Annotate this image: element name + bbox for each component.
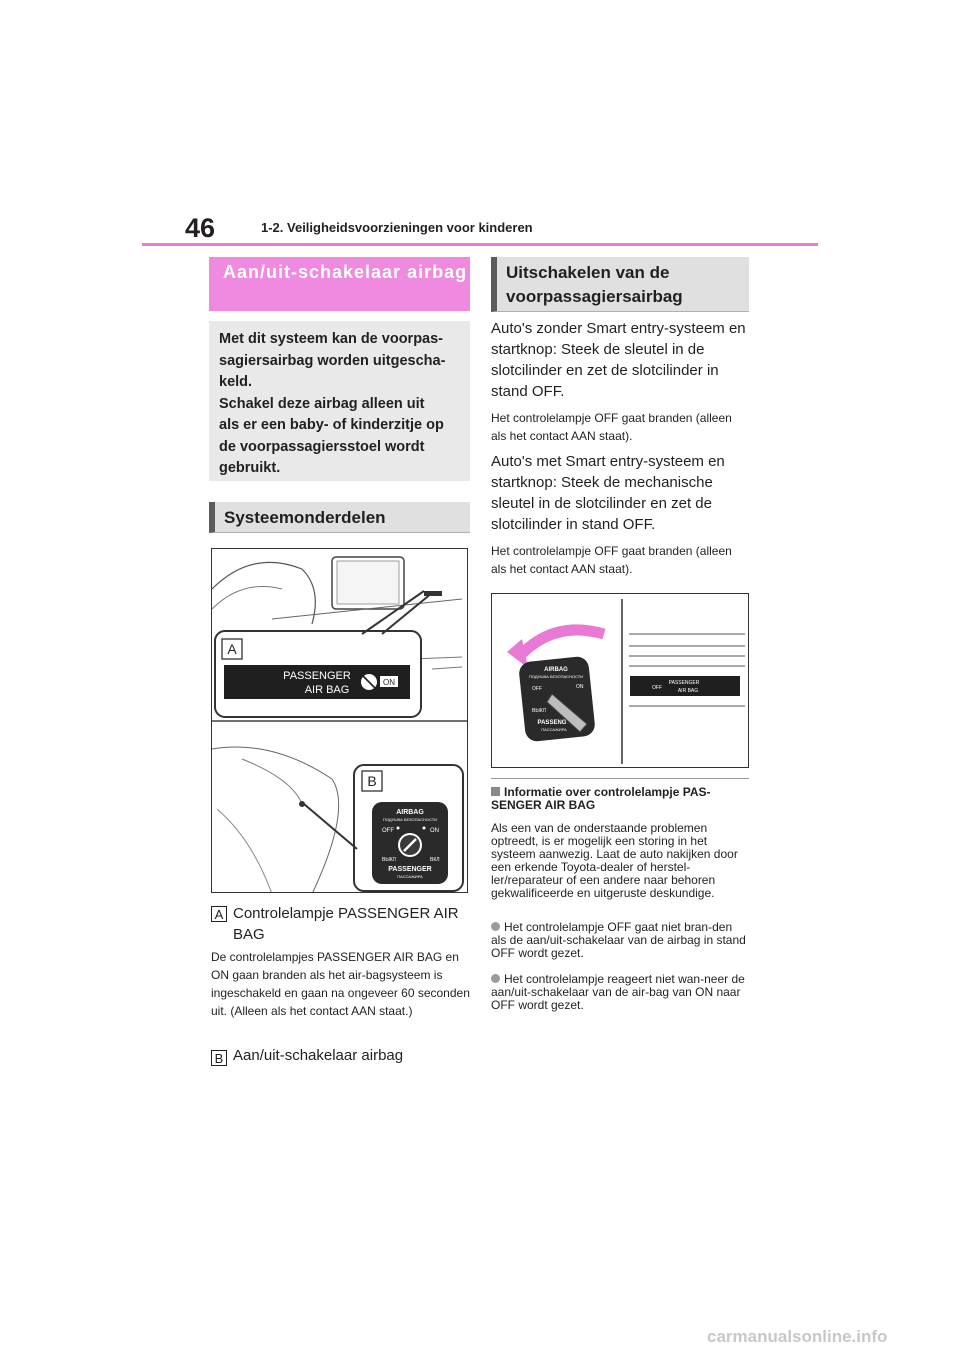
switch-on-text: ON: [430, 828, 439, 834]
switch-off-ru-text: ВЫКЛ: [532, 708, 546, 714]
item-a-marker: A: [211, 906, 227, 922]
page-number: 46: [185, 213, 216, 243]
panel-passenger-text: PASSENGER: [668, 680, 700, 686]
info-body: Als een van de onderstaande problemen optreedt, is er mogelijk een storing in het systeem aanwezig. Laat de auto nakijken door een erkende Toyota-dealer of herstel-ler/reparateur of een andere naar behoren gekwalificeerde en uitgeruste deskundige.: [491, 821, 738, 900]
circle-bullet-icon: [491, 974, 500, 983]
note-off-light-2: Het controlelampje OFF gaat branden (alleen als het contact AAN staat).: [491, 544, 732, 576]
intro-line: als er een baby- of kinderzitje op: [219, 417, 444, 433]
callout-a-label: A: [227, 641, 237, 657]
switch-passenger-text: PASSENG: [537, 720, 567, 726]
para-without-smart-entry: Auto's zonder Smart entry-systeem en startknop: Steek de sleutel in de slotcilinder en zet de slotcilinder in stand OFF.: [491, 320, 746, 400]
switch-passenger-ru-text: ПАССАЖИРА: [397, 874, 423, 879]
separator: [491, 778, 749, 779]
dashboard-drawing: [212, 549, 468, 893]
section-heading-disable-airbag: Uitschakelen van de voorpassagiersairbag: [491, 257, 749, 312]
switch-passenger-ru-text: ПАССАЖИРА: [541, 727, 567, 732]
intro-line: sagiersairbag worden uitgescha-: [219, 352, 446, 369]
item-b-title: Aan/uit-schakelaar airbag: [233, 1047, 404, 1064]
rotate-arrow-icon: [517, 630, 604, 659]
intro-line: de voorpassagiersstoel wordt: [219, 438, 425, 455]
item-a-title: Controlelampje PASSENGER AIR BAG: [233, 905, 459, 943]
switch-on-ru-text: ВКЛ: [430, 857, 440, 863]
panel-off-text: OFF: [652, 685, 662, 691]
switch-airbag-text: AIRBAG: [544, 667, 568, 673]
switch-off-text: OFF: [382, 828, 394, 834]
switch-airbag-text: AIRBAG: [396, 809, 424, 816]
section-heading-system-parts: Systeemonderdelen: [209, 502, 470, 533]
switch-off-ru-text: ВЫКЛ: [382, 857, 396, 863]
intro-line: Met dit systeem kan de voorpas-: [219, 331, 444, 347]
switch-airbag-ru-text: ПОДУШКА БЕЗОПАСНОСТИ: [528, 674, 584, 679]
panel-airbag-text: AIR BAG: [677, 688, 699, 694]
switch-off-text: OFF: [532, 686, 542, 692]
key-switch-drawing: [492, 594, 749, 768]
info-heading: [491, 786, 749, 812]
intro-line: Schakel deze airbag alleen uit: [219, 395, 425, 412]
item-b-marker: B: [211, 1050, 227, 1066]
bullet-text: Het controlelampje OFF gaat niet bran-den als de aan/uit-schakelaar van de airbag in stand OFF wordt gezet.: [491, 920, 746, 960]
circle-bullet-icon: [491, 922, 500, 931]
para-with-smart-entry: Auto's met Smart entry-systeem en startknop: Steek de mechanische sleutel in de slotcilinder en zet de slotcilinder in stand OFF.: [491, 453, 725, 533]
intro-line: keld.: [219, 374, 253, 390]
intro-line: gebruikt.: [219, 460, 281, 476]
callout-b-label: B: [367, 773, 377, 789]
square-bullet-icon: [491, 787, 500, 796]
note-off-light-1: Het controlelampje OFF gaat branden (alleen als het contact AAN staat).: [491, 411, 732, 443]
indicator-passenger-text: PASSENGER: [283, 670, 351, 682]
chapter-title: 1-2. Veiligheidsvoorzieningen voor kinderen: [261, 220, 533, 235]
dashboard-illustration: [211, 548, 468, 893]
key-switch-illustration: [491, 593, 749, 768]
switch-airbag-ru-text: ПОДУШКА БЕЗОПАСНОСТИ: [382, 817, 438, 822]
intro-box: [209, 321, 470, 481]
bullet-text: Het controlelampje reageert niet wan-neer de aan/uit-schakelaar van de air-bag van ON naar OFF wordt gezet.: [491, 972, 745, 1012]
list-item: [491, 921, 749, 960]
switch-passenger-text: PASSENGER: [388, 866, 432, 873]
indicator-on-text: ON: [383, 678, 395, 687]
header-rule: [142, 243, 818, 246]
switch-on-text: ON: [576, 684, 584, 690]
list-item: [491, 973, 749, 1012]
indicator-airbag-text: AIR BAG: [304, 684, 350, 696]
info-heading-text: Informatie over controlelampje PAS-SENGER AIR BAG: [491, 785, 711, 812]
section-heading-airbag-switch: Aan/uit-schakelaar airbag: [209, 257, 470, 311]
item-a-description: De controlelampjes PASSENGER AIR BAG en ON gaan branden als het air-bagsysteem is ingeschakeld en gaan na ongeveer 60 seconden uit. (Alleen als het contact AAN staat.): [211, 950, 470, 1018]
watermark: carmanualsonline.info: [707, 1327, 888, 1346]
